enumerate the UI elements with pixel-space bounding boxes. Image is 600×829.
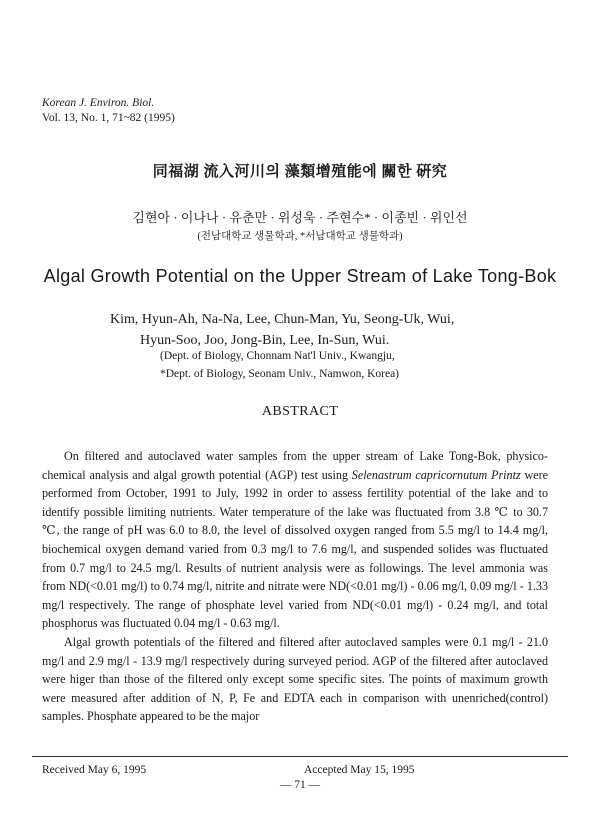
journal-volume: Vol. 13, No. 1, 71~82 (1995) <box>42 112 175 124</box>
english-affiliation <box>160 347 399 383</box>
page-number: — 71 — <box>279 779 321 791</box>
english-authors <box>110 309 454 351</box>
abstract-paragraph-2: Algal growth potentials of the filtered and filtered after autoclaved samples were 0.1 mg/l - 21.0 mg/l and 2.9 mg/l - 13.9 mg/l respectively during surveyed period. AGP of the filtered after autoclaved were higer than those of the filtered only except some specific sites. The points of maximum growth were measured after addition of N, P, Fe and EDTA each in comparison with unenriched(control) samples. Phosphate appeared to be the major <box>42 634 548 724</box>
authors-line-1: Kim, Hyun-Ah, Na-Na, Lee, Chun-Man, Yu, Seong-Uk, Wui, <box>110 312 455 327</box>
abstract-paragraph-1 <box>42 447 548 633</box>
korean-affiliation: (전남대학교 생물학과, *서남대학교 생물학과) <box>197 231 403 242</box>
received-date: Received May 6, 1995 <box>42 764 147 776</box>
korean-authors: 김현아 · 이나나 · 유춘만 · 위성욱 · 주현수* · 이종빈 · 위인선 <box>132 210 468 225</box>
accepted-date: Accepted May 15, 1995 <box>304 764 415 776</box>
journal-name: Korean J. Environ. Biol. <box>42 97 155 109</box>
affiliation-line-2: *Dept. of Biology, Seonam Univ., Namwon, Korea) <box>160 368 400 380</box>
abstract-p1-start: On filtered and autoclaved water samples from the upper stream of Lake Tong-Bok, physico-chemical analysis and algal growth potential (AGP) test using <box>42 449 548 482</box>
abstract-p1-end: were performed from October, 1991 to July, 1992 in order to assess fertility potential of the lake and to identify possible limiting nutrients. Water temperature of the lake was fluctuated from 3.8 ℃ to 30.7 ℃, the range of pH was 6.0 to 8.0, the level of dissolved oxygen ranged from 5.5 mg/l to 14.4 mg/l, biochemical oxygen demand varied from 0.3 mg/l to 7.6 mg/l, and suspended solides was fluctuated from 0.7 mg/l to 24.5 mg/l. Results of nutrient analysis were as followings. The level ammonia was from ND(<0.01 mg/l) to 0.74 mg/l, nitrite and nitrate were ND(<0.01 mg/l) - 0.06 mg/l, 0.09 mg/l - 1.33 mg/l respectively. The range of phosphate level varied from ND(<0.01 mg/l) - 0.24 mg/l, and total phosphorus was fluctuated 0.04 mg/l - 0.63 mg/l. <box>42 467 548 631</box>
footer-divider <box>32 756 568 757</box>
abstract-heading: ABSTRACT <box>261 404 339 419</box>
abstract-body <box>42 447 548 726</box>
authors-line-2: Hyun-Soo, Joo, Jong-Bin, Lee, In-Sun, Wui. <box>140 333 390 348</box>
korean-title: 同福湖 流入河川의 藻類增殖能에 關한 硏究 <box>152 164 448 180</box>
english-title: Algal Growth Potential on the Upper Stream of Lake Tong-Bok <box>43 266 557 286</box>
affiliation-line-1: (Dept. of Biology, Chonnam Nat'l Univ., Kwangju, <box>160 350 395 362</box>
journal-header <box>42 96 175 126</box>
species-name: Selenastrum capricornutum Printz <box>351 467 521 482</box>
